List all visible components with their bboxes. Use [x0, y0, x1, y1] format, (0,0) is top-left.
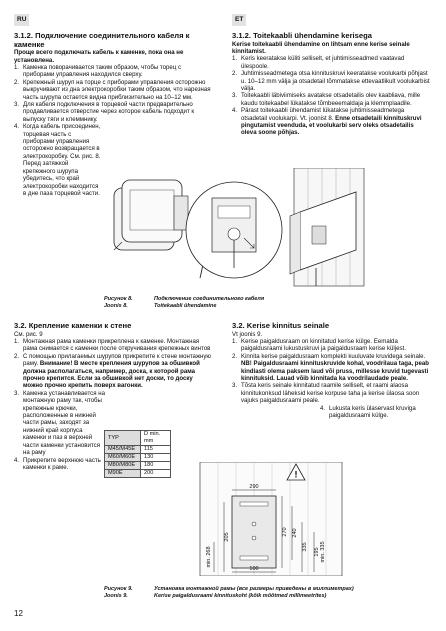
fig9-et-label: Joonis 9.	[104, 592, 128, 599]
list-item: 1. Keris keeratakse küliti selliselt, et juhtimisseadmed vaatavad ülespoole.	[232, 55, 405, 70]
ru-sec2-ref: См. рис. 9	[14, 330, 43, 338]
ru-sec1-lead: Проще всего подключать кабель к каменке, пока она не установлена.	[14, 49, 184, 64]
fig8-ru-label: Рисунок 8.	[104, 296, 133, 302]
fig9-ru-text: Установка монтажной рамы (все размеры приведены в миллиметрах)	[154, 586, 354, 592]
list-item: 2. Крепежный шуруп на торце с приборами управления осторожно выкручивают из дна электрокоробки таким образом, что нарезная часть шурупа остается видна приблизительно на 10–12 мм.	[14, 78, 211, 101]
lang-tag-ru: RU	[14, 14, 29, 26]
list-item: 2. С помощью прилагаемых шурупов прикрепите к стене монтажную раму. Внимание! В месте крепления шурупов за обшивкой должна располагаться, например, доска, к которой рама прочно крепится. Если за обшивкой нет доски, то доску можно прочно крепить поверх вагонки.	[14, 352, 212, 390]
list-item: 4. Прикрепите верхнюю часть каменки к раме.	[14, 456, 101, 471]
fig9-ru-label: Рисунок 9.	[104, 586, 133, 592]
table-row: M45/M45E 115	[105, 446, 171, 454]
list-item: 3. Toitekaabli läbiviimiseks avatakse otsadetailis olev kaabliava, mille kaudu toitekaabel lükatakse tõmbeeemaldaja ja klemmplaadile.	[232, 92, 421, 107]
ru-sec2-title: 3.2. Крепление каменки к стене	[14, 321, 132, 330]
figure-8-illustration	[104, 168, 374, 294]
figure-9-caption	[104, 586, 434, 599]
dimension-table	[104, 430, 171, 478]
dim-label: 195	[314, 547, 320, 557]
fig8-et-label: Joonis 8.	[104, 302, 128, 309]
table-row: M90E 200	[105, 470, 171, 478]
et-sec1-list	[232, 55, 430, 136]
dim-label: 270	[282, 527, 288, 537]
ru-sec1-title: 3.1.2. Подключение соединительного кабеля к каменке	[14, 31, 190, 49]
figure-8-caption	[104, 296, 344, 309]
table-header-row	[105, 431, 171, 446]
et-sec2-title: 3.2. Kerise kinnitus seinale	[232, 321, 330, 330]
et-sec1-lead: Kerise toitekaabli ühendamine on lihtsam enne kerise seinale kinnitamist.	[232, 40, 410, 55]
dim-label: 290	[249, 484, 259, 490]
et-sec1-title: 3.1.2. Toitekaabli ühendamine kerisega	[232, 31, 372, 40]
et-sec2-ref: Vt joonis 9.	[232, 330, 263, 338]
et-section-3-1-2	[232, 32, 430, 137]
table-row: M80/M80E 180	[105, 462, 171, 470]
list-item: 4. Lukusta keris ülaservast kruviga paigaldusraami külge.	[320, 404, 416, 420]
list-item: 2. Juhtimisseadmetega otsa kinnituskruvi keeratakse voolukarbi põhjast u. 10–12 mm välja ja otsadetail tõmmatakse ettevaatlikult voolukarbist välja.	[232, 70, 430, 93]
list-item: 4. Pärast toitekaabli ühendamist lükatakse juhtimisseadmetega otsadetail voolukarpi. Vt. joonist 8. Enne otsadetaili kinnituskruvi pingutamist veenduda, et voolukarbi serv oleks otsadetailis oleva soone põhjas.	[232, 107, 422, 137]
list-item: 1. Каменка поворачивается таким образом, чтобы торец с приборами управления находился сверху.	[14, 64, 182, 79]
dim-label: 205	[224, 532, 230, 542]
lang-tag-et: ET	[232, 14, 246, 26]
table-row: M60/M60E 130	[105, 454, 171, 462]
list-item: 1. Kerise paigaldusraam on kinnitatud kerise külge. Eemalda paigaldusraami lukustuskruvi ja paigaldusraam kerise küljest.	[232, 338, 406, 353]
dim-label: min. 268	[206, 546, 212, 568]
table-header-cell: D min. mm	[141, 431, 171, 446]
svg-text:!: !	[294, 469, 298, 480]
fig9-et-text: Kerise paigaldusraami kinnituskoht (kõik mõõtmed millimeetrites)	[154, 592, 327, 599]
list-item: 1. Монтажная рама каменки прикреплена к каменке. Монтажная рама снимается с каменки после откручивания крепежных винтов	[14, 338, 211, 353]
list-item: 4. Когда кабель присоединен, торцевая часть с приборами управления осторожно возвращается в электрокоробку. См. рис. 8. Перед затяжкой крепежного шурупа убедитесь, что край электрокоробки находится в дне паза торцевой части.	[14, 123, 101, 197]
dim-label: 335	[302, 542, 308, 552]
list-item: 2. Kinnita kerise paigaldusraam komplekti kuuluvate kruvidega seinale. NB! Paigaldusraami kinnituskruvide kohal, voodrilaua taga, peab kindlasti olema paksem laud või pruss, millesse kruvid tugevasti kinnituksid. Lauad võib kinnitada ka voodrilaudade peale.	[232, 352, 429, 383]
page-number: 12	[14, 609, 23, 618]
dim-label: min. 335	[320, 541, 326, 563]
fig8-et-text: Toitekaabli ühendamine	[154, 302, 217, 309]
dim-label: 240	[292, 528, 298, 538]
list-item: 3. Tõsta keris seinale kinnitatud raamile selliselt, et raami alaosa kinnitukonksud läheksid kerise korpuse taha ja kerise ülaosa soon vajuks paigaldusraami peale.	[232, 382, 420, 405]
list-item: 3. Для кабеля подключения в торцевой части предварительно продавливается отверстие через которое кабель подходит к выпуску тяги и клеммнику.	[14, 101, 195, 123]
et-section-3-2	[232, 322, 430, 419]
et-sec2-list	[232, 338, 430, 419]
fig8-ru-text: Подключение соединительного кабеля	[154, 296, 265, 302]
list-item: 3. Каменка устанавливается на монтажную раму так, чтобы крепежные крючки, расположенные в нижней части рамы, заходят за нижний край корпуса каменки и паз в верхней части каменки установится на раму	[14, 389, 105, 457]
table-header-cell: TYP	[105, 431, 141, 446]
dim-label: 100	[249, 566, 259, 572]
figure-9-illustration	[196, 462, 346, 576]
